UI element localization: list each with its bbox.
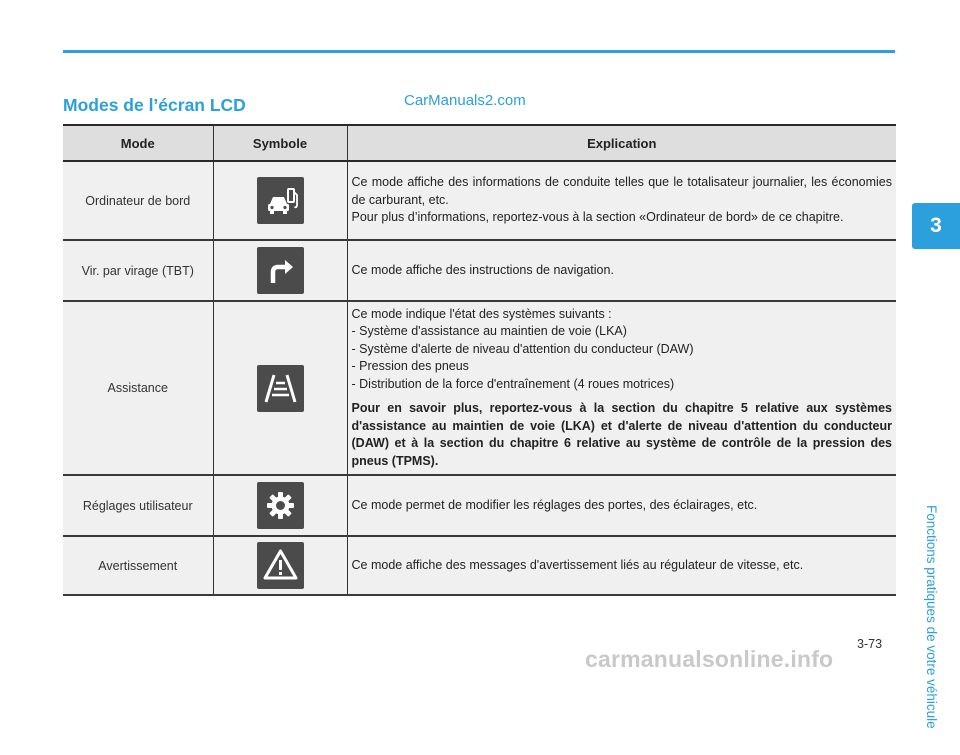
header-mode: Mode xyxy=(63,125,213,161)
explanation-line: Pour plus d’informations, reportez-vous à la section «Ordinateur de bord» de ce chapitre. xyxy=(351,210,844,225)
explanation-line: - Pression des pneus xyxy=(351,359,469,374)
warning-icon xyxy=(257,542,304,589)
turn-arrow-icon xyxy=(257,247,304,294)
chapter-side-label: Fonctions pratiques de votre véhicule xyxy=(924,505,939,729)
symbol-cell xyxy=(213,475,347,536)
watermark-top[interactable]: CarManuals2.com xyxy=(404,92,526,109)
section-title: Modes de l’écran LCD xyxy=(63,95,246,115)
explanation-note: Pour en savoir plus, reportez-vous à la section du chapitre 5 relative aux systèmes d'assistance au maintien de voie (LKA) et d'alerte de niveau d'attention du conducteur (DAW) et à la section du chapitre 6 relative au système de contrôle de la pression des pneus (TPMS). xyxy=(351,401,892,468)
mode-name: Avertissement xyxy=(63,536,213,595)
side-label-container xyxy=(920,255,942,729)
gear-icon xyxy=(257,482,304,529)
explanation-line: Ce mode indique l'état des systèmes suivants : xyxy=(351,306,612,321)
chapter-tab[interactable]: 3 xyxy=(912,203,960,249)
watermark-bottom[interactable]: carmanualsonline.info xyxy=(585,646,834,672)
table-row xyxy=(63,240,896,301)
table-row xyxy=(63,161,896,240)
header-explanation: Explication xyxy=(347,125,896,161)
explanation-cell xyxy=(347,475,896,536)
explanation-line: Ce mode affiche des messages d'avertissement liés au régulateur de vitesse, etc. xyxy=(351,557,804,572)
symbol-cell xyxy=(213,301,347,475)
explanation-line: Ce mode affiche des instructions de navigation. xyxy=(351,262,614,277)
mode-name: Réglages utilisateur xyxy=(63,475,213,536)
explanation-line: Ce mode affiche des informations de conduite telles que le totalisateur journalier, les économies de carburant, etc. xyxy=(351,175,892,207)
page-number: 3-73 xyxy=(857,637,883,651)
explanation-line: Ce mode permet de modifier les réglages des portes, des éclairages, etc. xyxy=(351,497,758,512)
explanation-cell xyxy=(347,536,896,595)
table-row xyxy=(63,475,896,536)
symbol-cell xyxy=(213,161,347,240)
table-row xyxy=(63,301,896,475)
explanation-line: - Système d'alerte de niveau d'attention du conducteur (DAW) xyxy=(351,341,694,356)
explanation-line: - Distribution de la force d'entraînement (4 roues motrices) xyxy=(351,376,675,391)
mode-name: Assistance xyxy=(63,301,213,475)
header-symbol: Symbole xyxy=(213,125,347,161)
top-rule xyxy=(63,50,895,53)
table-header-row xyxy=(63,125,896,161)
mode-name: Ordinateur de bord xyxy=(63,161,213,240)
mode-name: Vir. par virage (TBT) xyxy=(63,240,213,301)
explanation-cell xyxy=(347,161,896,240)
explanation-cell xyxy=(347,240,896,301)
lane-assist-icon xyxy=(257,365,304,412)
symbol-cell xyxy=(213,240,347,301)
trip-computer-icon xyxy=(257,177,304,224)
explanation-line: - Système d'assistance au maintien de voie (LKA) xyxy=(351,324,627,339)
table-row xyxy=(63,536,896,595)
symbol-cell xyxy=(213,536,347,595)
explanation-cell xyxy=(347,301,896,475)
modes-table xyxy=(63,124,896,596)
